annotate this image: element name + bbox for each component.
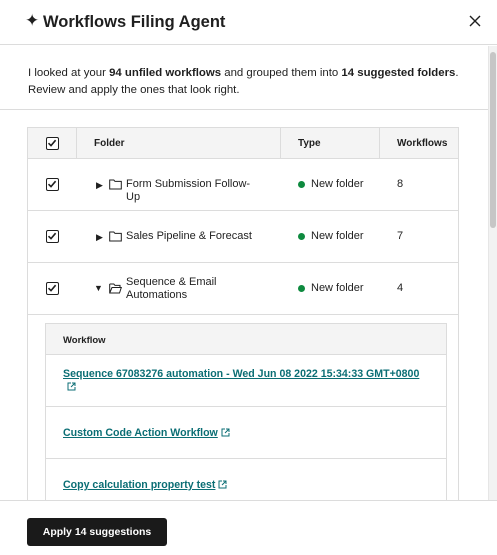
folder-type: New folder — [311, 282, 364, 294]
column-header-workflows[interactable]: Workflows — [397, 138, 448, 149]
unfiled-count: 94 unfiled workflows — [109, 67, 222, 79]
dialog-footer — [0, 500, 497, 555]
workflow-count: 4 — [397, 282, 404, 294]
scrollbar-thumb[interactable] — [490, 52, 496, 228]
row-checkbox[interactable] — [46, 230, 59, 243]
column-divider — [76, 128, 77, 159]
workflow-row — [46, 407, 446, 459]
folder-name: Form Submission Follow-Up — [126, 178, 251, 203]
new-folder-status-dot — [298, 285, 305, 292]
workflow-subtable — [45, 323, 447, 500]
new-folder-status-dot — [298, 233, 305, 240]
suggested-count: 14 suggested folders — [341, 67, 456, 79]
expanded-panel — [28, 315, 458, 500]
check-icon — [47, 138, 57, 148]
suggestions-table — [27, 127, 459, 500]
new-folder-status-dot — [298, 181, 305, 188]
select-all-checkbox[interactable] — [46, 137, 59, 150]
folder-type: New folder — [311, 230, 364, 242]
check-icon — [47, 179, 57, 189]
folder-icon — [109, 230, 122, 242]
expand-caret-icon[interactable]: ▶ — [96, 180, 103, 190]
workflow-count: 8 — [397, 178, 404, 190]
check-icon — [47, 231, 57, 241]
folder-name: Sequence & Email Automations — [126, 276, 217, 301]
workflow-link[interactable]: Copy calculation property test — [63, 479, 433, 492]
subtable-header — [46, 323, 446, 355]
table-row — [28, 159, 458, 211]
column-header-folder[interactable]: Folder — [94, 138, 125, 149]
table-row — [28, 211, 458, 263]
column-divider — [280, 128, 281, 159]
expand-caret-icon[interactable]: ▶ — [96, 232, 103, 242]
intro-divider — [0, 109, 488, 110]
external-link-icon — [67, 382, 76, 391]
apply-suggestions-button[interactable]: Apply 14 suggestions — [27, 518, 167, 546]
close-icon[interactable] — [466, 12, 484, 30]
row-checkbox[interactable] — [46, 282, 59, 295]
intro-text: I looked at your 94 unfiled workflows and grouped them into 14 suggested folders. Review and apply the ones that look right. — [28, 67, 459, 96]
workflow-row — [46, 459, 446, 500]
table-row-expanded — [28, 263, 458, 315]
check-icon — [47, 283, 57, 293]
column-header-type[interactable]: Type — [298, 138, 321, 149]
external-link-icon — [218, 480, 227, 489]
workflow-link[interactable]: Sequence 67083276 automation - Wed Jun 08 2022 15:34:33 GMT+0800 — [63, 368, 433, 394]
dialog-header — [0, 0, 497, 45]
workflow-link[interactable]: Custom Code Action Workflow — [63, 427, 433, 440]
folder-type: New folder — [311, 178, 364, 190]
workflow-count: 7 — [397, 230, 404, 242]
folder-icon — [109, 178, 122, 190]
dialog-title: Workflows Filing Agent — [43, 13, 226, 31]
collapse-caret-icon[interactable]: ▼ — [94, 283, 103, 293]
column-header-workflow: Workflow — [63, 335, 106, 346]
table-header — [28, 127, 458, 159]
column-divider — [379, 128, 380, 159]
dialog-body — [0, 46, 497, 500]
folder-name: Sales Pipeline & Forecast — [126, 230, 252, 242]
open-folder-icon — [109, 282, 122, 294]
external-link-icon — [221, 428, 230, 437]
row-checkbox[interactable] — [46, 178, 59, 191]
workflow-row — [46, 355, 446, 407]
sparkle-icon: ✦ — [25, 11, 40, 30]
